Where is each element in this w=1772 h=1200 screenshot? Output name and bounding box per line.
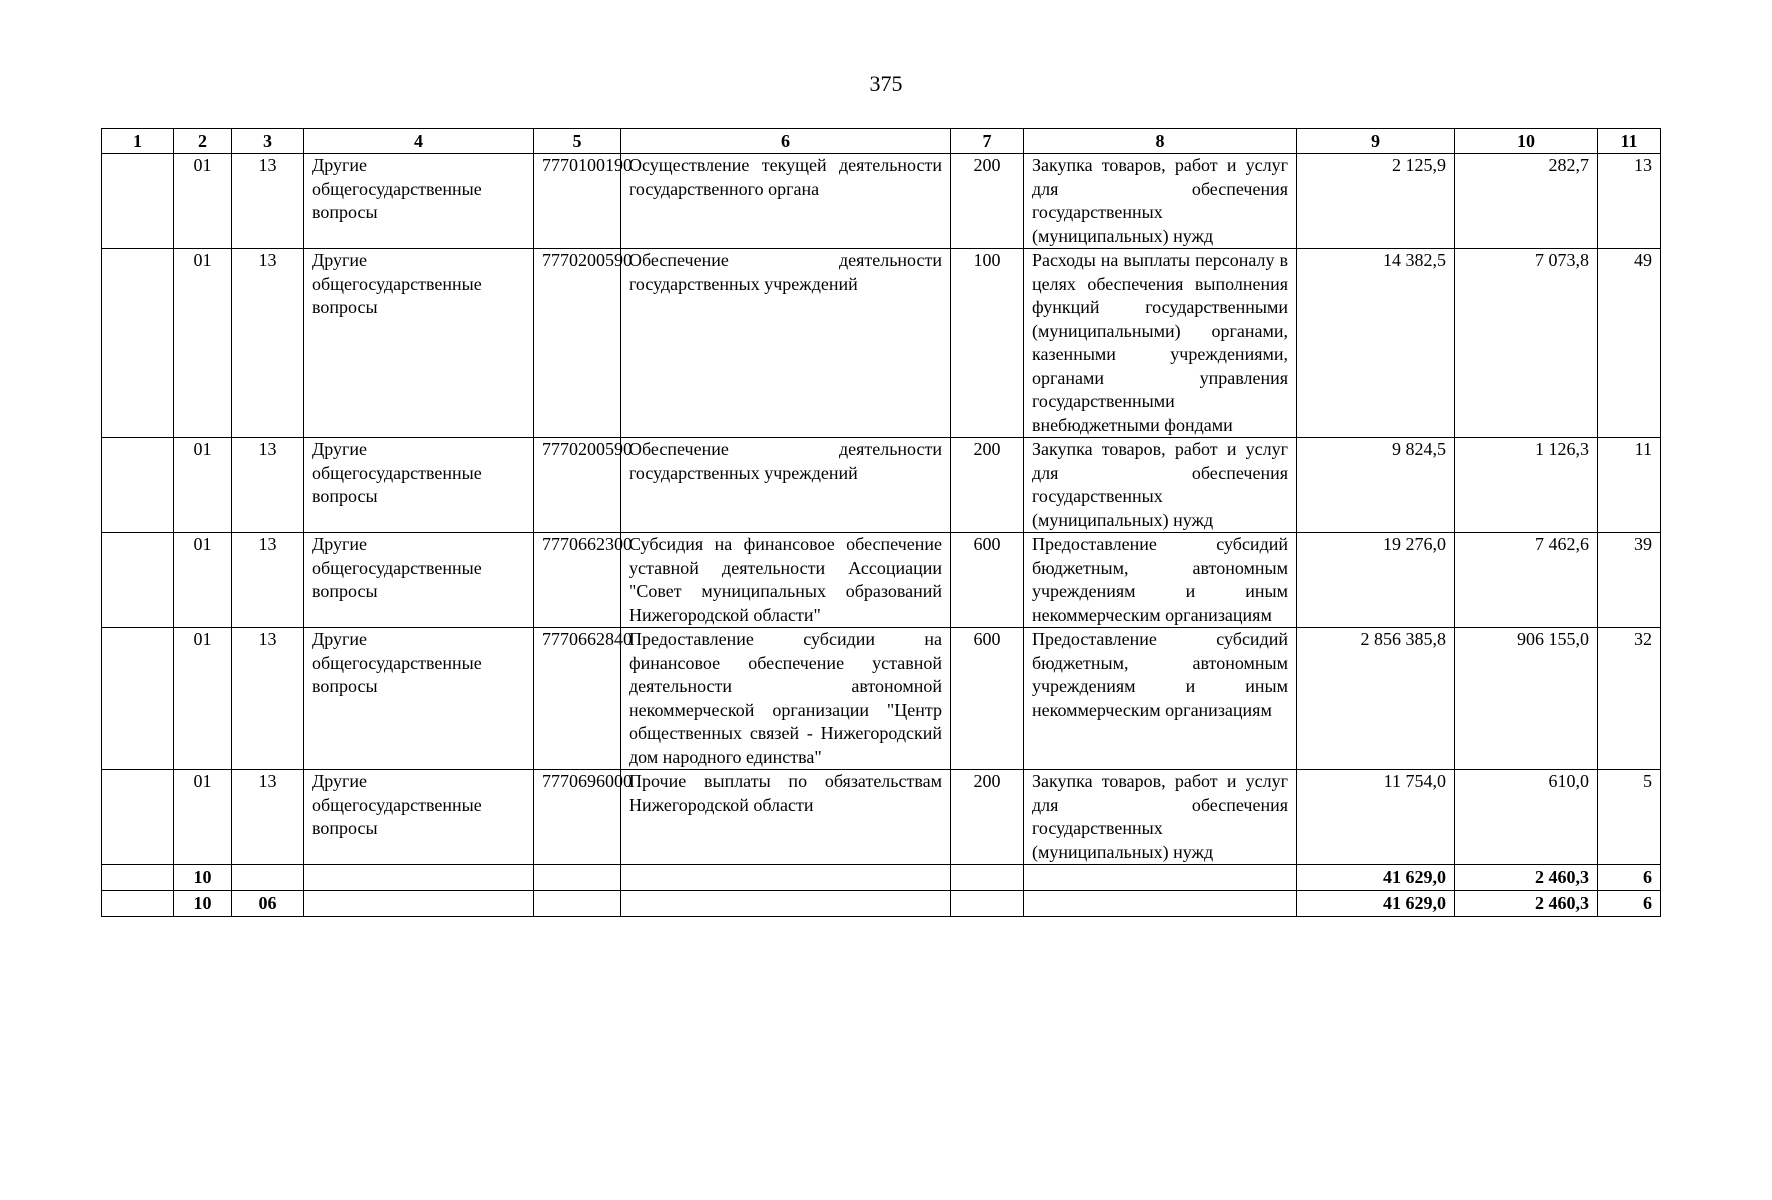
- cell-target-code: 7770696000: [534, 770, 621, 865]
- total-row: [102, 891, 1661, 917]
- cell-actual: 7 462,6: [1455, 533, 1598, 628]
- table-row: [102, 533, 1661, 628]
- cell-plan: 19 276,0: [1297, 533, 1455, 628]
- cell-section: 01: [174, 533, 232, 628]
- cell-expense-name: Предоставление субсидий бюджетным, автономным учреждениям и иным некоммерческим организациям: [1024, 533, 1297, 628]
- cell-target-code: 7770662840: [534, 628, 621, 770]
- cell-target-code: 7770200590: [534, 438, 621, 533]
- cell-expense-name: Закупка товаров, работ и услуг для обеспечения государственных (муниципальных) нужд: [1024, 438, 1297, 533]
- cell-subsection: 13: [232, 628, 304, 770]
- cell-expense-type: 200: [951, 438, 1024, 533]
- cell-section-name: Другие общегосударственные вопросы: [304, 438, 534, 533]
- col-header-11: 11: [1598, 129, 1661, 154]
- cell-target-code: 7770100190: [534, 154, 621, 249]
- table-row: [102, 770, 1661, 865]
- col-header-1: 1: [102, 129, 174, 154]
- cell-plan: 11 754,0: [1297, 770, 1455, 865]
- cell-subsection: 13: [232, 533, 304, 628]
- table-row: [102, 249, 1661, 438]
- empty-cell: [534, 865, 621, 891]
- cell-target-name: Субсидия на финансовое обеспечение уставной деятельности Ассоциации "Совет муниципальных образований Нижегородской области": [621, 533, 951, 628]
- total-actual: 2 460,3: [1455, 865, 1598, 891]
- cell-subsection: 13: [232, 249, 304, 438]
- cell-target-code: 7770662300: [534, 533, 621, 628]
- cell-actual: 610,0: [1455, 770, 1598, 865]
- cell-c1: [102, 438, 174, 533]
- cell-section: 01: [174, 154, 232, 249]
- cell-section-name: Другие общегосударственные вопросы: [304, 249, 534, 438]
- col-header-8: 8: [1024, 129, 1297, 154]
- cell-actual: 282,7: [1455, 154, 1598, 249]
- cell-c1: [102, 628, 174, 770]
- empty-cell: [621, 865, 951, 891]
- empty-cell: [1024, 891, 1297, 917]
- cell-section: 01: [174, 249, 232, 438]
- cell-c1: [102, 249, 174, 438]
- empty-cell: [1024, 865, 1297, 891]
- cell-percent: 13: [1598, 154, 1661, 249]
- empty-cell: [534, 891, 621, 917]
- total-plan: 41 629,0: [1297, 865, 1455, 891]
- cell-expense-name: Предоставление субсидий бюджетным, автономным учреждениям и иным некоммерческим организациям: [1024, 628, 1297, 770]
- total-subsection: [232, 865, 304, 891]
- empty-cell: [951, 891, 1024, 917]
- cell-target-name: Предоставление субсидии на финансовое обеспечение уставной деятельности автономной некоммерческой организации "Центр общественных связей - Нижегородский дом народного единства": [621, 628, 951, 770]
- cell-c1: [102, 770, 174, 865]
- col-header-2: 2: [174, 129, 232, 154]
- budget-table: [101, 128, 1661, 917]
- col-header-3: 3: [232, 129, 304, 154]
- table-row: [102, 628, 1661, 770]
- cell-expense-type: 600: [951, 628, 1024, 770]
- cell-plan: 14 382,5: [1297, 249, 1455, 438]
- col-header-5: 5: [534, 129, 621, 154]
- table-row: [102, 438, 1661, 533]
- cell-target-code: 7770200590: [534, 249, 621, 438]
- cell-section-name: Другие общегосударственные вопросы: [304, 533, 534, 628]
- cell-actual: 7 073,8: [1455, 249, 1598, 438]
- cell-section: 01: [174, 628, 232, 770]
- cell-c1: [102, 865, 174, 891]
- cell-percent: 32: [1598, 628, 1661, 770]
- cell-section: 01: [174, 770, 232, 865]
- cell-plan: 2 856 385,8: [1297, 628, 1455, 770]
- cell-expense-type: 100: [951, 249, 1024, 438]
- col-header-6: 6: [621, 129, 951, 154]
- cell-target-name: Осуществление текущей деятельности государственного органа: [621, 154, 951, 249]
- cell-percent: 49: [1598, 249, 1661, 438]
- cell-percent: 39: [1598, 533, 1661, 628]
- cell-c1: [102, 891, 174, 917]
- cell-c1: [102, 533, 174, 628]
- cell-target-name: Прочие выплаты по обязательствам Нижегородской области: [621, 770, 951, 865]
- cell-section-name: Другие общегосударственные вопросы: [304, 628, 534, 770]
- total-subsection: 06: [232, 891, 304, 917]
- cell-section: 01: [174, 438, 232, 533]
- col-header-10: 10: [1455, 129, 1598, 154]
- empty-cell: [304, 891, 534, 917]
- cell-expense-type: 600: [951, 533, 1024, 628]
- cell-target-name: Обеспечение деятельности государственных учреждений: [621, 249, 951, 438]
- cell-c1: [102, 154, 174, 249]
- col-header-4: 4: [304, 129, 534, 154]
- cell-subsection: 13: [232, 770, 304, 865]
- cell-expense-name: Закупка товаров, работ и услуг для обеспечения государственных (муниципальных) нужд: [1024, 154, 1297, 249]
- total-percent: 6: [1598, 865, 1661, 891]
- cell-plan: 9 824,5: [1297, 438, 1455, 533]
- empty-cell: [951, 865, 1024, 891]
- header-row: [102, 129, 1661, 154]
- cell-subsection: 13: [232, 438, 304, 533]
- cell-percent: 5: [1598, 770, 1661, 865]
- cell-percent: 11: [1598, 438, 1661, 533]
- cell-expense-type: 200: [951, 770, 1024, 865]
- cell-expense-name: Закупка товаров, работ и услуг для обеспечения государственных (муниципальных) нужд: [1024, 770, 1297, 865]
- table-row: [102, 154, 1661, 249]
- empty-cell: [304, 865, 534, 891]
- col-header-9: 9: [1297, 129, 1455, 154]
- page-number: 375: [869, 71, 903, 96]
- cell-section-name: Другие общегосударственные вопросы: [304, 154, 534, 249]
- cell-subsection: 13: [232, 154, 304, 249]
- total-plan: 41 629,0: [1297, 891, 1455, 917]
- total-section: 10: [174, 891, 232, 917]
- cell-expense-name: Расходы на выплаты персоналу в целях обеспечения выполнения функций государственными (муниципальными) органами, казенными учреждениями, органами управления государственными внебюджетными фондами: [1024, 249, 1297, 438]
- total-actual: 2 460,3: [1455, 891, 1598, 917]
- cell-target-name: Обеспечение деятельности государственных учреждений: [621, 438, 951, 533]
- cell-expense-type: 200: [951, 154, 1024, 249]
- col-header-7: 7: [951, 129, 1024, 154]
- cell-actual: 906 155,0: [1455, 628, 1598, 770]
- cell-section-name: Другие общегосударственные вопросы: [304, 770, 534, 865]
- cell-actual: 1 126,3: [1455, 438, 1598, 533]
- total-row: [102, 865, 1661, 891]
- empty-cell: [621, 891, 951, 917]
- total-section: 10: [174, 865, 232, 891]
- cell-plan: 2 125,9: [1297, 154, 1455, 249]
- total-percent: 6: [1598, 891, 1661, 917]
